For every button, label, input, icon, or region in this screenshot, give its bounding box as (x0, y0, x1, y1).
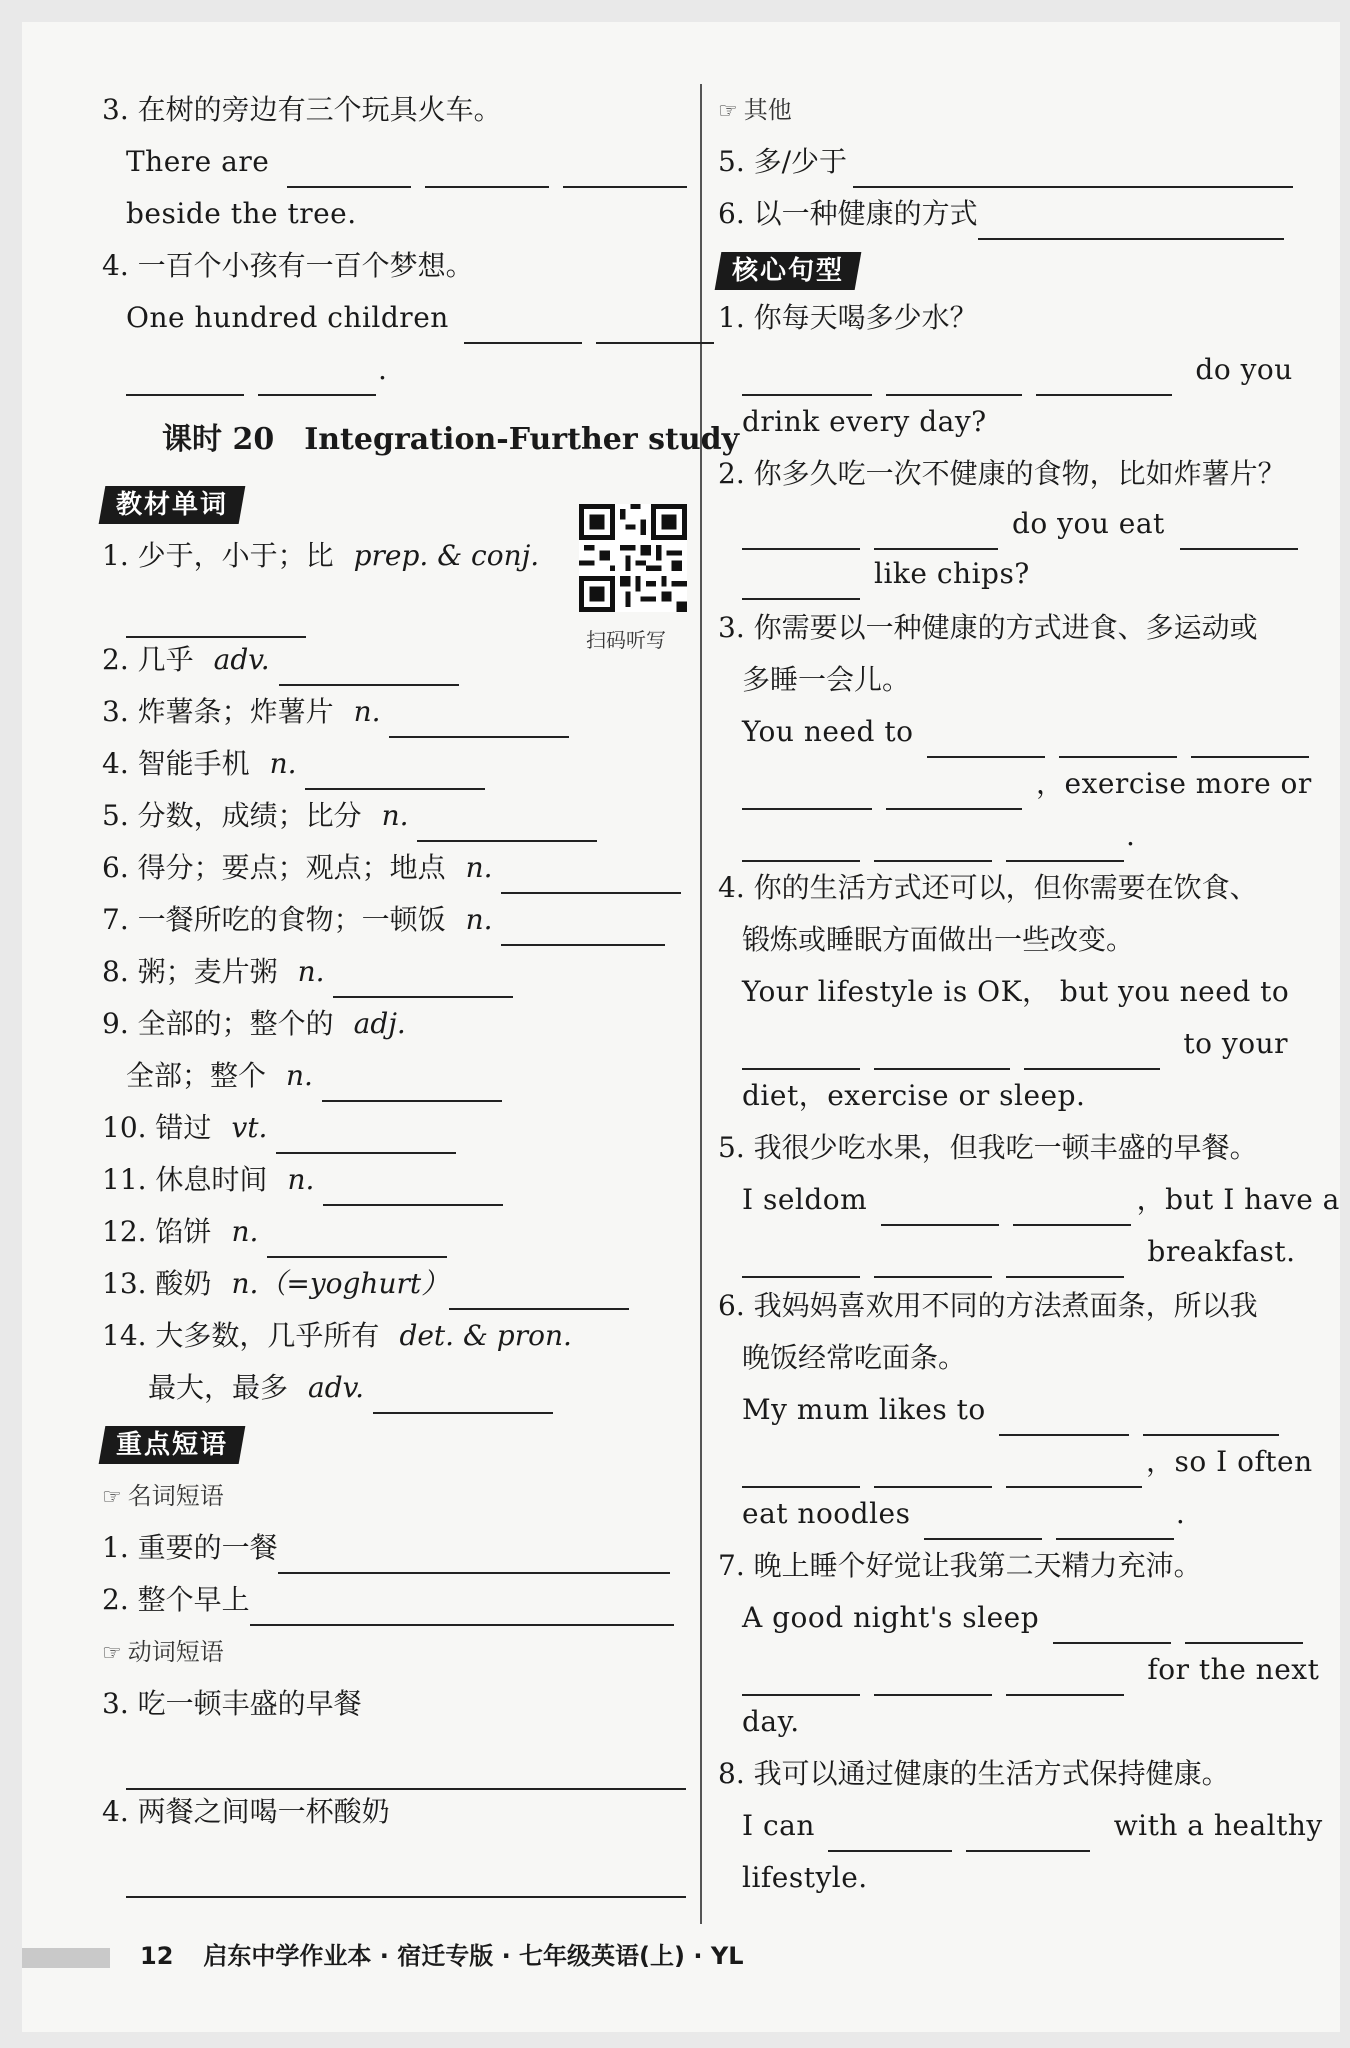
answer-blank[interactable] (323, 1170, 503, 1206)
answer-blank[interactable] (742, 826, 860, 862)
answer-blank[interactable] (425, 152, 549, 188)
pointing-hand-icon: ☞ (102, 1641, 122, 1666)
answer-blank[interactable] (742, 774, 872, 810)
answer-blank[interactable] (333, 962, 513, 998)
answer-blank[interactable] (276, 1118, 456, 1154)
answer-blank[interactable] (287, 152, 411, 188)
qr-label: 扫码听写 (586, 628, 666, 652)
answer-blank[interactable] (126, 602, 306, 638)
answer-blank[interactable] (874, 514, 998, 550)
answer-blank[interactable] (596, 308, 714, 344)
sentence-7-chinese: 7. 晚上睡个好觉让我第二天精力充沛。 (718, 1549, 1202, 1582)
answer-blank[interactable] (1180, 514, 1298, 550)
answer-blank[interactable] (978, 204, 1284, 240)
answer-blank[interactable] (1006, 826, 1124, 862)
answer-blank[interactable] (742, 1034, 860, 1070)
answer-blank[interactable] (1013, 1190, 1131, 1226)
footer-bar (22, 1948, 110, 1968)
answer-blank[interactable] (126, 360, 244, 396)
answer-blank[interactable] (126, 1862, 686, 1898)
sentence-2-chinese: 2. 你多久吃一次不健康的食物，比如炸薯片？ (718, 457, 1286, 490)
answer-blank[interactable] (886, 360, 1022, 396)
answer-blank[interactable] (1053, 1608, 1171, 1644)
qr-code[interactable] (579, 504, 687, 612)
lesson-title: 课时 20 Integration-Further study (162, 422, 740, 457)
answer-blank[interactable] (373, 1378, 553, 1414)
vocab-item: 2. 几乎 (102, 643, 194, 676)
q3-english-start: There are (126, 145, 270, 178)
other-phrases-label: 其他 (743, 96, 792, 124)
vocab-item: 最大，最多 (148, 1371, 289, 1404)
sentence-5-chinese: 5. 我很少吃水果，但我吃一顿丰盛的早餐。 (718, 1131, 1258, 1164)
q4-chinese: 4. 一百个小孩有一百个梦想。 (102, 249, 474, 282)
answer-blank[interactable] (853, 152, 1293, 188)
q3-english-end: beside the tree. (126, 197, 357, 230)
vocab-item: 14. 大多数，几乎所有 (102, 1319, 380, 1352)
answer-blank[interactable] (322, 1066, 502, 1102)
answer-blank[interactable] (1056, 1504, 1174, 1540)
noun-phrases-label: 名词短语 (127, 1482, 224, 1510)
answer-blank[interactable] (999, 1400, 1129, 1436)
vocab-item: 13. 酸奶 (102, 1267, 212, 1300)
answer-blank[interactable] (886, 774, 1022, 810)
answer-blank[interactable] (278, 1538, 670, 1574)
answer-blank[interactable] (874, 826, 992, 862)
answer-blank[interactable] (924, 1504, 1042, 1540)
answer-blank[interactable] (1185, 1608, 1303, 1644)
sentence-6-chinese: 6. 我妈妈喜欢用不同的方法煮面条，所以我 (718, 1289, 1258, 1322)
answer-blank[interactable] (258, 360, 376, 396)
q3-chinese: 3. 在树的旁边有三个玩具火车。 (102, 93, 502, 126)
answer-blank[interactable] (279, 650, 459, 686)
verb-phrases-label: 动词短语 (127, 1638, 224, 1666)
book-title: 启东中学作业本 · 宿迁专版 · 七年级英语(上) · YL (203, 1942, 744, 1970)
q4-english-start: One hundred children (126, 301, 449, 334)
answer-blank[interactable] (563, 152, 687, 188)
vocab-item: 1. 少于，小于；比 (102, 539, 334, 572)
page-footer (140, 1936, 744, 1971)
answer-blank[interactable] (126, 1754, 686, 1790)
answer-blank[interactable] (305, 754, 485, 790)
vocab-item: 6. 得分；要点；观点；地点 (102, 851, 446, 884)
answer-blank[interactable] (250, 1590, 674, 1626)
answer-blank[interactable] (417, 806, 597, 842)
column-divider (700, 84, 702, 1924)
answer-blank[interactable] (742, 1452, 860, 1488)
answer-blank[interactable] (1143, 1400, 1279, 1436)
answer-blank[interactable] (874, 1660, 992, 1696)
page-number: 12 (140, 1942, 174, 1970)
answer-blank[interactable] (742, 564, 860, 600)
answer-blank[interactable] (449, 1274, 629, 1310)
phrase-section-tag: 重点短语 (99, 1426, 246, 1464)
answer-blank[interactable] (1191, 722, 1309, 758)
phrase-item: 4. 两餐之间喝一杯酸奶 (102, 1795, 390, 1828)
answer-blank[interactable] (874, 1452, 992, 1488)
phrase-item: 3. 吃一顿丰盛的早餐 (102, 1687, 362, 1720)
answer-blank[interactable] (1059, 722, 1177, 758)
phrase-item: 2. 整个早上 (102, 1583, 250, 1616)
answer-blank[interactable] (501, 910, 665, 946)
phrase-item: 6. 以一种健康的方式 (718, 197, 978, 230)
vocab-item: 8. 粥；麦片粥 (102, 955, 278, 988)
answer-blank[interactable] (742, 1242, 860, 1278)
answer-blank[interactable] (1036, 360, 1172, 396)
vocab-item: 7. 一餐所吃的食物；一顿饭 (102, 903, 446, 936)
sentence-3-chinese: 3. 你需要以一种健康的方式进食、多运动或 (718, 611, 1258, 644)
pointing-hand-icon: ☞ (718, 99, 738, 124)
vocab-item: 9. 全部的；整个的 (102, 1007, 334, 1040)
phrase-item: 1. 重要的一餐 (102, 1531, 278, 1564)
vocab-item: 12. 馅饼 (102, 1215, 212, 1248)
sentence-1-chinese: 1. 你每天喝多少水？ (718, 301, 978, 334)
answer-blank[interactable] (966, 1816, 1090, 1852)
answer-blank[interactable] (742, 360, 872, 396)
answer-blank[interactable] (1006, 1660, 1124, 1696)
vocab-item: 10. 错过 (102, 1111, 212, 1144)
sentence-4-chinese: 4. 你的生活方式还可以，但你需要在饮食、 (718, 871, 1258, 904)
worksheet-page: 3. 在树的旁边有三个玩具火车。 There are beside the tree. 4. 一百个小孩有一百个梦想。 One hundred children . 课时 20 Integration-Further study 教材单词 1. 少于，小于；比 prep. & conj. 2. 几乎 adv. 3. 炸薯条；炸薯片 n. 4. 智能手机 n. 5. 分数，成绩；比分 n. 6. 得分；要点；观点；地点 n. 7. 一餐所吃的食物；一顿饭 n. 8. 粥；麦片粥 n. 9. 全部的；整个的 adj. 全部；整个 n. 10. 错过 vt. 11. 休息时间 n. 12. 馅饼 n. 13. 酸奶 n.（=yoghurt） 14. 大多数，几乎所有 det. & pron. 最大，最多 adv. 重点短语 ☞ 名词短语 1. 重要的一餐 2. 整个早上 ☞ 动词短语 3. 吃一顿丰盛的早餐 4. 两餐之间喝一杯酸奶 扫码听写 ☞ 其他 5. 多/少于 6. 以一种健康的方式 核心句型 1. 你每天喝多少水？ do you drink every day? 2. 你多久吃一次不健康的食物，比如炸薯片？ do you eat like chips? 3. 你需要以一种健康的方式进食、多运动或 多睡一会儿。 You need to ，exercise more or . 4. 你的生活方式还可以，但你需要在饮食、 锻炼或睡眠方面做出一些改变。 Your lifestyle is OK， but you need to to your diet，exercise or sleep. 5. 我很少吃水果，但我吃一顿丰盛的早餐。 I seldom ，but I have a breakfast. 6. 我妈妈喜欢用不同的方法煮面条，所以我 晚饭经常吃面条。 My mum likes to ，so I often eat noodles . 7. 晚上睡个好觉让我第二天精力充沛。 A good night's sleep for the next day. 8. 我可以通过健康的生活方式保持健康。 I can with a healthy lifestyle. 12 启东中学作业本 · 宿迁专版 · 七年级英语(上) · YL (22, 22, 1340, 2032)
answer-blank[interactable] (389, 702, 569, 738)
phrase-item: 5. 多/少于 (718, 145, 848, 178)
answer-blank[interactable] (742, 514, 860, 550)
answer-blank[interactable] (874, 1034, 1010, 1070)
vocab-item: 11. 休息时间 (102, 1163, 268, 1196)
answer-blank[interactable] (1024, 1034, 1160, 1070)
answer-blank[interactable] (874, 1242, 992, 1278)
answer-blank[interactable] (464, 308, 582, 344)
answer-blank[interactable] (742, 1660, 860, 1696)
answer-blank[interactable] (1006, 1242, 1124, 1278)
vocab-item: 3. 炸薯条；炸薯片 (102, 695, 334, 728)
sentence-8-chinese: 8. 我可以通过健康的生活方式保持健康。 (718, 1757, 1230, 1790)
core-sentence-tag: 核心句型 (715, 252, 862, 290)
vocab-item: 4. 智能手机 (102, 747, 250, 780)
vocab-item: 5. 分数，成绩；比分 (102, 799, 362, 832)
answer-blank[interactable] (927, 722, 1045, 758)
answer-blank[interactable] (267, 1222, 447, 1258)
pointing-hand-icon: ☞ (102, 1485, 122, 1510)
vocab-item: 全部；整个 (126, 1059, 267, 1092)
answer-blank[interactable] (828, 1816, 952, 1852)
answer-blank[interactable] (881, 1190, 999, 1226)
vocab-section-tag: 教材单词 (99, 486, 246, 524)
answer-blank[interactable] (501, 858, 681, 894)
answer-blank[interactable] (1006, 1452, 1142, 1488)
